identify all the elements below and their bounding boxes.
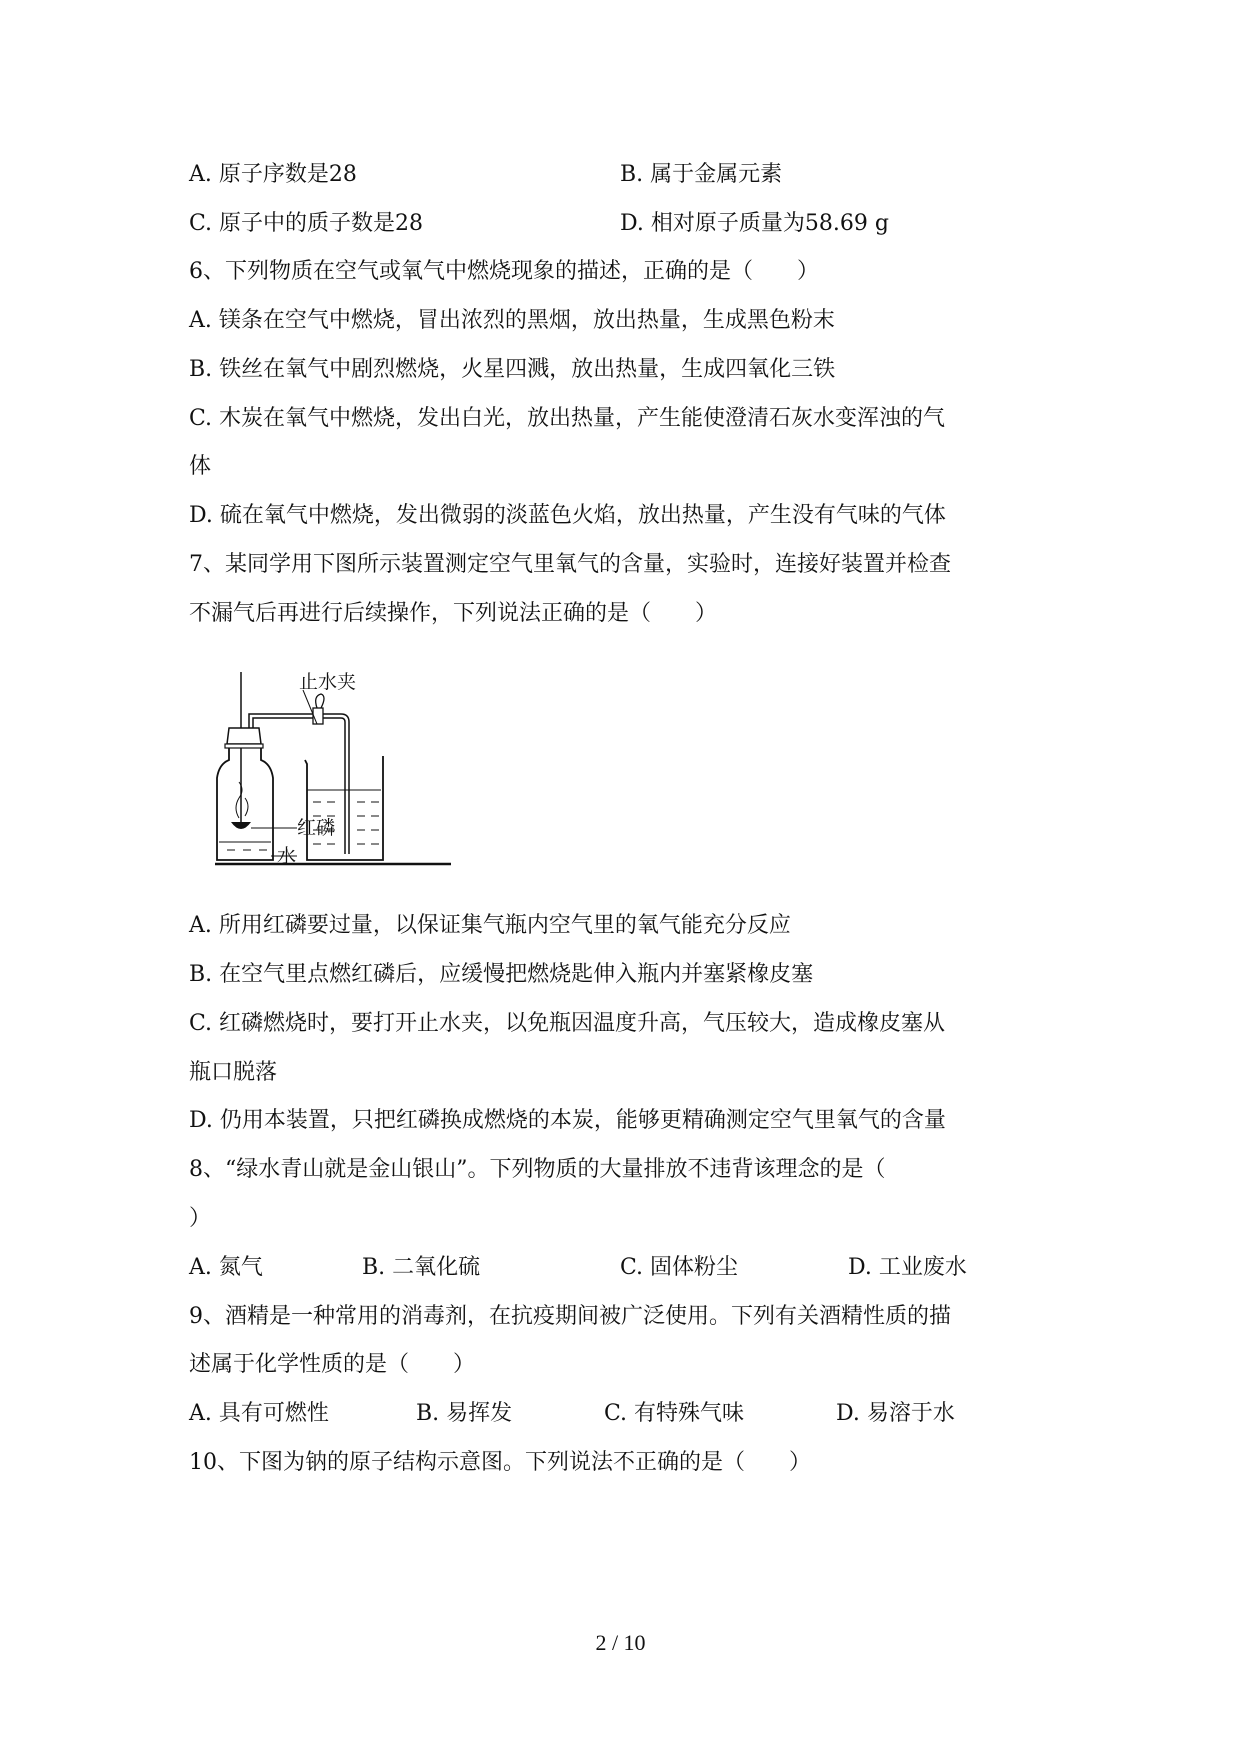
q5-option-d: D. 相对原子质量为58.69 g bbox=[620, 211, 889, 236]
q9-stem-line1: 9、酒精是一种常用的消毒剂，在抗疫期间被广泛使用。下列有关酒精性质的描 bbox=[189, 1304, 951, 1329]
q5-option-b: B. 属于金属元素 bbox=[620, 162, 783, 187]
q7-stem-line2: 不漏气后再进行后续操作，下列说法正确的是（ ） bbox=[189, 601, 718, 626]
q6-option-a: A. 镁条在空气中燃烧，冒出浓烈的黑烟，放出热量，生成黑色粉末 bbox=[189, 308, 835, 333]
q10-stem: 10、下图为钠的原子结构示意图。下列说法不正确的是（ ） bbox=[189, 1450, 811, 1475]
q9-option-c: C. 有特殊气味 bbox=[604, 1401, 745, 1426]
q5-option-c: C. 原子中的质子数是28 bbox=[189, 211, 424, 236]
q6-option-c-line1: C. 木炭在氧气中燃烧，发出白光，放出热量，产生能使澄清石灰水变浑浊的气 bbox=[189, 406, 946, 431]
q7-option-a: A. 所用红磷要过量，以保证集气瓶内空气里的氧气能充分反应 bbox=[189, 913, 791, 938]
q9-option-a: A. 具有可燃性 bbox=[189, 1401, 329, 1426]
oxygen-measurement-apparatus bbox=[205, 660, 465, 870]
q7-option-c-line1: C. 红磷燃烧时，要打开止水夹，以免瓶因温度升高，气压较大，造成橡皮塞从 bbox=[189, 1011, 946, 1036]
q7-option-d: D. 仍用本装置，只把红磷换成燃烧的本炭，能够更精确测定空气里氧气的含量 bbox=[189, 1108, 946, 1133]
page-number: 2 / 10 bbox=[595, 1630, 646, 1655]
red-phosphorus-label: 红磷 bbox=[297, 817, 336, 839]
q6-option-b: B. 铁丝在氧气中剧烈燃烧，火星四溅，放出热量，生成四氧化三铁 bbox=[189, 357, 836, 382]
q7-option-b: B. 在空气里点燃红磷后，应缓慢把燃烧匙伸入瓶内并塞紧橡皮塞 bbox=[189, 962, 814, 987]
q8-option-d: D. 工业废水 bbox=[848, 1255, 967, 1280]
water-label: 水 bbox=[277, 845, 297, 867]
q6-stem: 6、下列物质在空气或氧气中燃烧现象的描述，正确的是（ ） bbox=[189, 259, 819, 284]
q6-option-c-line2: 体 bbox=[189, 454, 212, 479]
q8-option-c: C. 固体粉尘 bbox=[620, 1255, 739, 1280]
q8-stem-line2: ） bbox=[189, 1206, 212, 1231]
q9-option-b: B. 易挥发 bbox=[416, 1401, 513, 1426]
q9-option-d: D. 易溶于水 bbox=[836, 1401, 955, 1426]
q8-option-a: A. 氮气 bbox=[189, 1255, 263, 1280]
q9-stem-line2: 述属于化学性质的是（ ） bbox=[189, 1352, 476, 1377]
q8-option-b: B. 二氧化硫 bbox=[362, 1255, 481, 1280]
q7-stem-line1: 7、某同学用下图所示装置测定空气里氧气的含量，实验时，连接好装置并检查 bbox=[189, 552, 951, 577]
clamp-label: 止水夹 bbox=[299, 671, 357, 693]
q8-stem-line1: 8、“绿水青山就是金山银山”。下列物质的大量排放不违背该理念的是（ bbox=[189, 1157, 886, 1182]
q5-option-a: A. 原子序数是28 bbox=[189, 162, 357, 187]
q6-option-d: D. 硫在氧气中燃烧，发出微弱的淡蓝色火焰，放出热量，产生没有气味的气体 bbox=[189, 503, 946, 528]
q7-option-c-line2: 瓶口脱落 bbox=[189, 1060, 278, 1085]
